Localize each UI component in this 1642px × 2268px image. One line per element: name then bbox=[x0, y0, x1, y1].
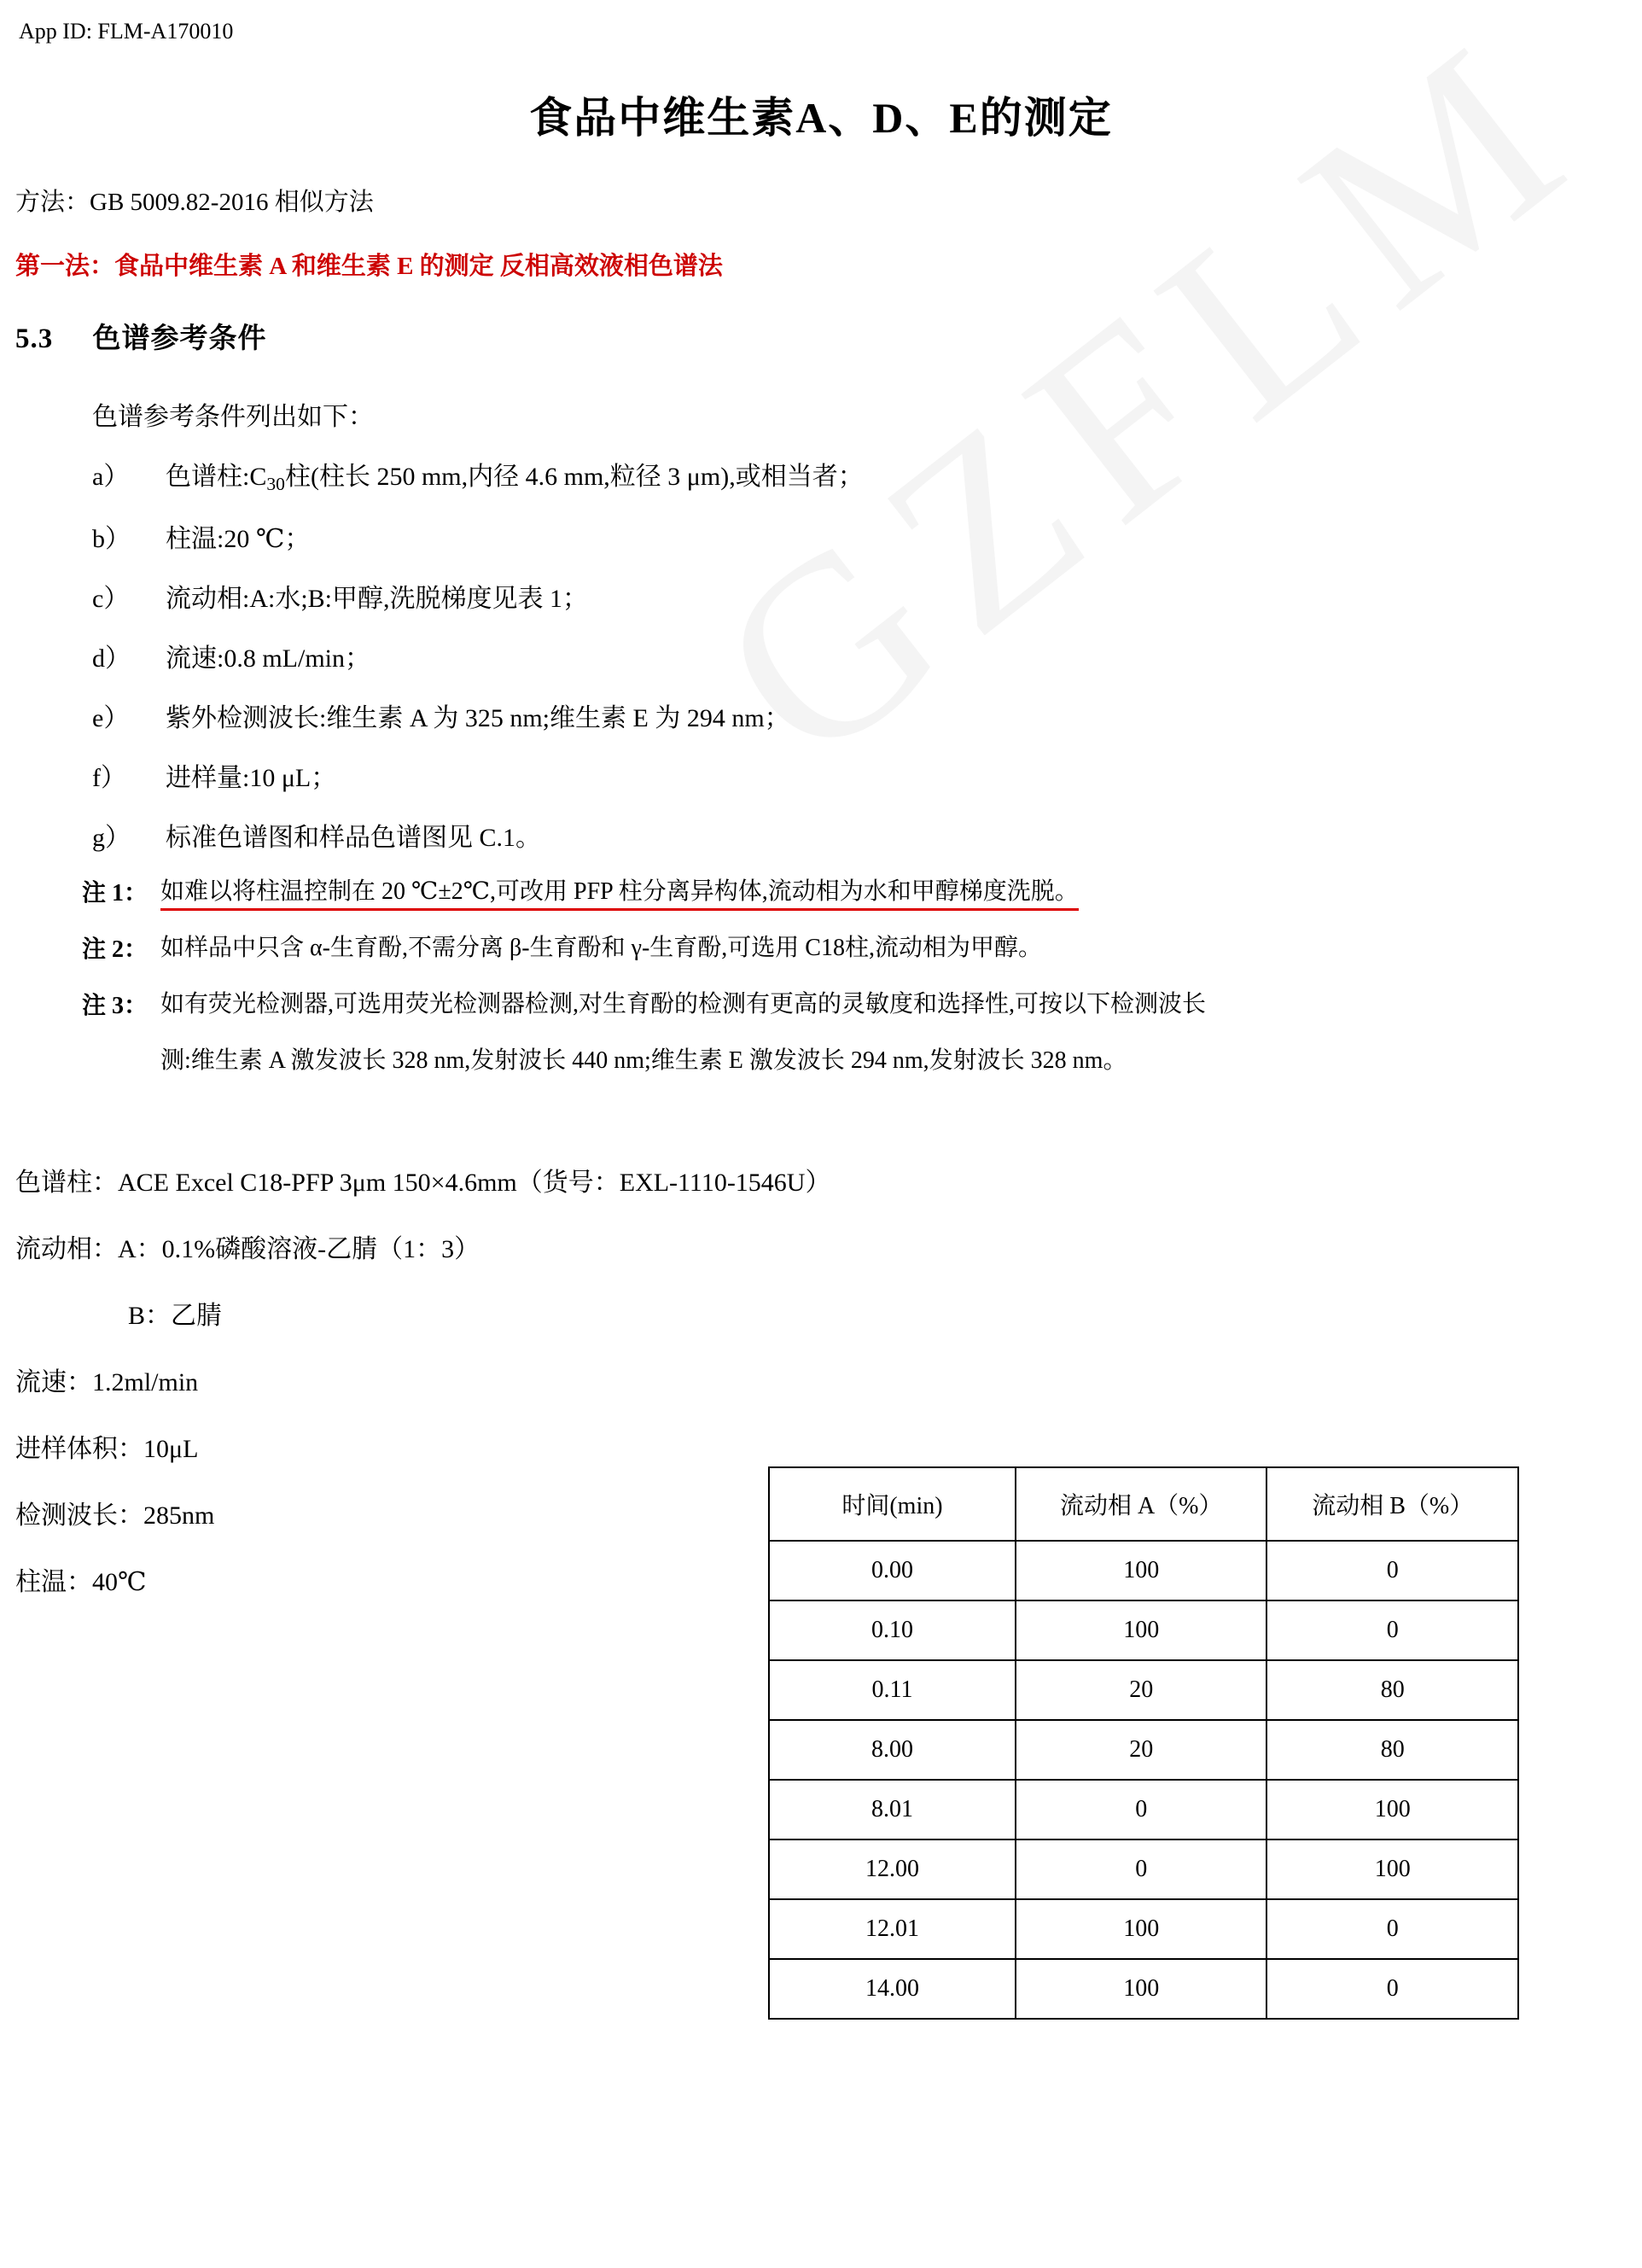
list-marker: g） bbox=[92, 824, 131, 853]
table-header-phase-a: 流动相 A（%） bbox=[1016, 1467, 1267, 1541]
param-flow-rate bbox=[15, 1361, 1642, 1398]
list-marker: f） bbox=[92, 764, 126, 793]
note-1-text bbox=[160, 874, 1642, 910]
param-detection-wavelength bbox=[15, 1494, 1642, 1531]
cell-phase-b: 100 bbox=[1266, 1839, 1518, 1899]
page-title: 食品中维生素A、D、E的测定 bbox=[529, 94, 1113, 142]
table-row bbox=[769, 1600, 1518, 1660]
table-header-time: 时间(min) bbox=[769, 1467, 1016, 1541]
cell-phase-a: 0 bbox=[1016, 1839, 1267, 1899]
param-column-temperature-label: 柱温： bbox=[15, 1568, 92, 1597]
note-2 bbox=[82, 930, 1642, 966]
table-row bbox=[769, 1899, 1518, 1959]
param-mobile-phase bbox=[15, 1227, 1642, 1265]
cell-phase-b: 100 bbox=[1266, 1780, 1518, 1839]
cell-time: 8.01 bbox=[769, 1780, 1016, 1839]
table-row bbox=[769, 1720, 1518, 1780]
list-item bbox=[92, 517, 1642, 555]
param-injection-volume-label: 进样体积： bbox=[15, 1435, 143, 1464]
method-line: 方法：GB 5009.82-2016 相似方法 bbox=[15, 189, 374, 216]
cell-time: 14.00 bbox=[769, 1959, 1016, 2019]
cell-phase-b: 0 bbox=[1266, 1959, 1518, 2019]
list-text: 流速:0.8 mL/min； bbox=[166, 644, 370, 673]
cell-time: 8.00 bbox=[769, 1720, 1016, 1780]
cell-time: 12.00 bbox=[769, 1839, 1016, 1899]
table-header-phase-b: 流动相 B（%） bbox=[1266, 1467, 1518, 1541]
cell-time: 0.00 bbox=[769, 1541, 1016, 1600]
cell-phase-b: 0 bbox=[1266, 1899, 1518, 1959]
cell-phase-a: 20 bbox=[1016, 1720, 1267, 1780]
cell-phase-a: 0 bbox=[1016, 1780, 1267, 1839]
list-text bbox=[166, 455, 1642, 495]
param-column-temperature-value: 40℃ bbox=[92, 1568, 147, 1597]
note-2-label: 注 2： bbox=[82, 936, 148, 964]
cell-phase-b: 80 bbox=[1266, 1660, 1518, 1720]
list-item bbox=[92, 637, 1642, 674]
table-row bbox=[769, 1839, 1518, 1899]
cell-phase-a: 100 bbox=[1016, 1899, 1267, 1959]
list-text: 进样量:10 μL； bbox=[166, 764, 337, 793]
section-intro: 色谱参考条件列出如下： bbox=[92, 403, 374, 431]
list-text: 紫外检测波长:维生素 A 为 325 nm;维生素 E 为 294 nm； bbox=[166, 704, 790, 733]
list-item bbox=[92, 455, 1642, 495]
note-1-underlined-text: 如难以将柱温控制在 20 ℃±2℃,可改用 PFP 柱分离异构体,流动相为水和甲醇梯度洗脱。 bbox=[160, 878, 1079, 911]
cell-phase-b: 80 bbox=[1266, 1720, 1518, 1780]
param-column bbox=[15, 1161, 1642, 1198]
list-marker: c） bbox=[92, 585, 130, 614]
list-marker: d） bbox=[92, 644, 131, 673]
list-marker: a） bbox=[92, 463, 130, 491]
param-mobile-phase-b bbox=[128, 1294, 1642, 1332]
list-item bbox=[92, 816, 1642, 854]
param-detection-wavelength-value: 285nm bbox=[143, 1501, 215, 1530]
conditions-list bbox=[0, 455, 1642, 854]
param-flow-rate-label: 流速： bbox=[15, 1368, 92, 1397]
note-3-label: 注 3： bbox=[82, 993, 148, 1020]
parameters-block bbox=[0, 1161, 1642, 1598]
note-1 bbox=[82, 874, 1642, 910]
cell-phase-b: 0 bbox=[1266, 1541, 1518, 1600]
param-mobile-phase-value: A：0.1%磷酸溶液-乙腈（1：3） bbox=[118, 1235, 480, 1264]
note-3-text: 如有荧光检测器,可选用荧光检测器检测,对生育酚的检测有更高的灵敏度和选择性,可按以下检测波长 bbox=[160, 991, 1207, 1018]
cell-time: 0.10 bbox=[769, 1600, 1016, 1660]
list-text: 柱温:20 ℃； bbox=[166, 525, 311, 554]
param-injection-volume-value: 10μL bbox=[143, 1435, 199, 1464]
table-row bbox=[769, 1780, 1518, 1839]
cell-time: 0.11 bbox=[769, 1660, 1016, 1720]
note-2-text: 如样品中只含 α-生育酚,不需分离 β-生育酚和 γ-生育酚,可选用 C18柱,流动相为甲醇。 bbox=[160, 935, 1042, 962]
cell-phase-a: 100 bbox=[1016, 1959, 1267, 2019]
app-id-label: App ID: FLM-A170010 bbox=[19, 19, 234, 44]
cell-phase-b: 0 bbox=[1266, 1600, 1518, 1660]
param-column-value: ACE Excel C18-PFP 3μm 150×4.6mm（货号：EXL-1110-1546U） bbox=[118, 1169, 831, 1198]
param-column-temperature bbox=[15, 1560, 1642, 1598]
note-3-continued bbox=[82, 1043, 1642, 1079]
list-item bbox=[92, 577, 1642, 615]
section-number: 5.3 bbox=[15, 324, 54, 354]
cell-phase-a: 20 bbox=[1016, 1660, 1267, 1720]
param-injection-volume bbox=[15, 1427, 1642, 1465]
param-mobile-phase-label: 流动相： bbox=[15, 1235, 118, 1264]
cell-phase-a: 100 bbox=[1016, 1600, 1267, 1660]
list-item bbox=[92, 697, 1642, 734]
condition-a-post: 柱(柱长 250 mm,内径 4.6 mm,粒径 3 μm),或相当者； bbox=[284, 463, 864, 491]
note-3 bbox=[82, 987, 1642, 1023]
condition-a-pre: 色谱柱:C bbox=[166, 463, 267, 491]
red-subtitle: 第一法：食品中维生素 A 和维生素 E 的测定 反相高效液相色谱法 bbox=[15, 253, 723, 280]
list-marker: e） bbox=[92, 704, 130, 733]
note-1-label: 注 1： bbox=[82, 880, 148, 907]
param-flow-rate-value: 1.2ml/min bbox=[92, 1368, 199, 1397]
table-row bbox=[769, 1660, 1518, 1720]
list-marker: b） bbox=[92, 525, 131, 554]
param-mobile-phase-b-value: B：乙腈 bbox=[128, 1302, 223, 1331]
section-title: 色谱参考条件 bbox=[92, 324, 267, 354]
section-heading bbox=[15, 316, 1642, 356]
table-row bbox=[769, 1959, 1518, 2019]
condition-a-sub: 30 bbox=[266, 474, 285, 495]
param-column-label: 色谱柱： bbox=[15, 1169, 118, 1198]
cell-phase-a: 100 bbox=[1016, 1541, 1267, 1600]
param-detection-wavelength-label: 检测波长： bbox=[15, 1501, 143, 1530]
cell-time: 12.01 bbox=[769, 1899, 1016, 1959]
note-3-text-line2: 测:维生素 A 激发波长 328 nm,发射波长 440 nm;维生素 E 激发波长 294 nm,发射波长 328 nm。 bbox=[160, 1047, 1127, 1075]
list-item bbox=[92, 756, 1642, 794]
list-text: 标准色谱图和样品色谱图见 C.1。 bbox=[166, 824, 542, 853]
list-text: 流动相:A:水;B:甲醇,洗脱梯度见表 1； bbox=[166, 585, 589, 614]
